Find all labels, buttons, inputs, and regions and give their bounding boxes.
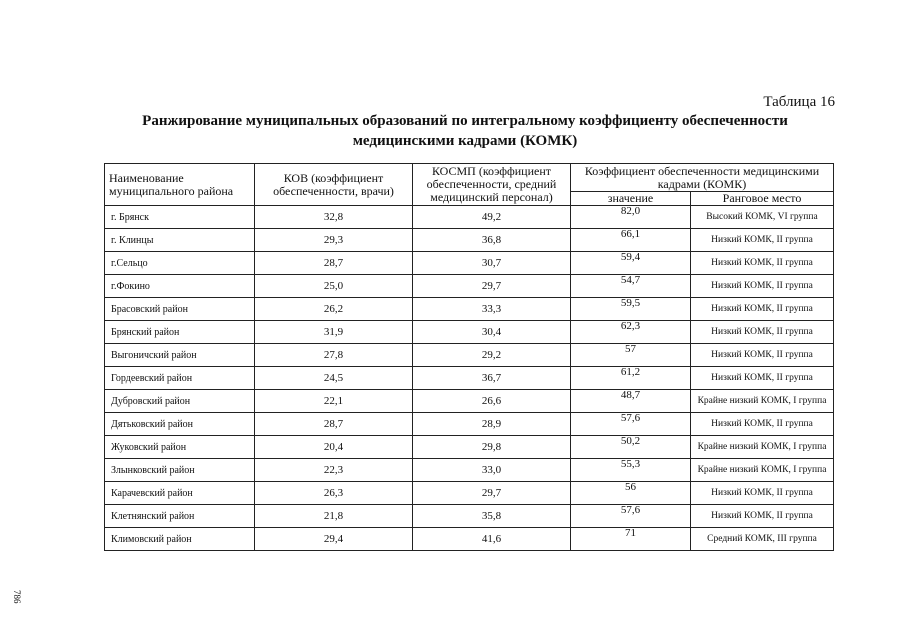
cell-rank: Крайне низкий КОМК, I группа xyxy=(691,436,834,459)
table-row xyxy=(105,482,834,505)
cell-name: Жуковский район xyxy=(105,436,255,459)
cell-kosmp: 28,9 xyxy=(413,413,571,436)
table-title: Ранжирование муниципальных образований по интегральному коэффициенту обеспеченности медицинскими кадрами (КОМК) xyxy=(142,113,788,149)
header-value: значение xyxy=(571,192,691,206)
cell-name: Злынковский район xyxy=(105,459,255,482)
table-row xyxy=(105,390,834,413)
cell-name: Карачевский район xyxy=(105,482,255,505)
cell-kosmp: 33,3 xyxy=(413,298,571,321)
cell-kov: 22,3 xyxy=(255,459,413,482)
cell-kosmp: 26,6 xyxy=(413,390,571,413)
cell-rank: Низкий КОМК, II группа xyxy=(691,482,834,505)
cell-name: г. Клинцы xyxy=(105,229,255,252)
cell-rank: Средний КОМК, III группа xyxy=(691,528,834,551)
cell-name: Гордеевский район xyxy=(105,367,255,390)
cell-kosmp: 30,4 xyxy=(413,321,571,344)
cell-value: 71 xyxy=(571,528,691,551)
cell-kov: 28,7 xyxy=(255,413,413,436)
cell-rank: Низкий КОМК, II группа xyxy=(691,413,834,436)
cell-rank: Низкий КОМК, II группа xyxy=(691,344,834,367)
cell-value: 48,7 xyxy=(571,390,691,413)
cell-value: 50,2 xyxy=(571,436,691,459)
cell-kov: 32,8 xyxy=(255,206,413,229)
cell-name: Брянский район xyxy=(105,321,255,344)
header-komk: Коэффициент обеспеченности медицинскими кадрами (КОМК) xyxy=(571,164,834,192)
cell-value: 59,4 xyxy=(571,252,691,275)
cell-name: Климовский район xyxy=(105,528,255,551)
cell-value: 55,3 xyxy=(571,459,691,482)
header-kosmp: КОСМП (коэффициент обеспеченности, средний медицинский персонал) xyxy=(413,164,571,206)
cell-rank: Высокий КОМК, VI группа xyxy=(691,206,834,229)
cell-name: г.Фокино xyxy=(105,275,255,298)
cell-name: г.Сельцо xyxy=(105,252,255,275)
cell-kov: 24,5 xyxy=(255,367,413,390)
cell-name: Дятьковский район xyxy=(105,413,255,436)
table-row xyxy=(105,528,834,551)
cell-rank: Низкий КОМК, II группа xyxy=(691,367,834,390)
cell-kosmp: 36,7 xyxy=(413,367,571,390)
cell-kosmp: 35,8 xyxy=(413,505,571,528)
cell-name: Дубровский район xyxy=(105,390,255,413)
cell-kosmp: 30,7 xyxy=(413,252,571,275)
table-row xyxy=(105,505,834,528)
cell-kov: 20,4 xyxy=(255,436,413,459)
cell-kov: 27,8 xyxy=(255,344,413,367)
cell-rank: Крайне низкий КОМК, I группа xyxy=(691,459,834,482)
cell-kov: 29,4 xyxy=(255,528,413,551)
cell-name: Клетнянский район xyxy=(105,505,255,528)
table-label: Таблица 16 xyxy=(763,94,835,110)
table-row xyxy=(105,298,834,321)
cell-name: Брасовский район xyxy=(105,298,255,321)
cell-rank: Низкий КОМК, II группа xyxy=(691,252,834,275)
cell-kov: 31,9 xyxy=(255,321,413,344)
cell-kov: 21,8 xyxy=(255,505,413,528)
cell-name: Выгоничский район xyxy=(105,344,255,367)
cell-kov: 22,1 xyxy=(255,390,413,413)
cell-rank: Низкий КОМК, II группа xyxy=(691,298,834,321)
cell-rank: Низкий КОМК, II группа xyxy=(691,229,834,252)
cell-value: 57,6 xyxy=(571,413,691,436)
table-row xyxy=(105,413,834,436)
cell-value: 61,2 xyxy=(571,367,691,390)
table-body xyxy=(105,206,834,551)
cell-kosmp: 29,2 xyxy=(413,344,571,367)
header-name: Наименование муниципального района xyxy=(105,164,255,206)
table-row xyxy=(105,321,834,344)
cell-rank: Низкий КОМК, II группа xyxy=(691,321,834,344)
table-row xyxy=(105,459,834,482)
cell-kosmp: 29,7 xyxy=(413,275,571,298)
cell-value: 59,5 xyxy=(571,298,691,321)
cell-kosmp: 41,6 xyxy=(413,528,571,551)
cell-kov: 28,7 xyxy=(255,252,413,275)
cell-kosmp: 33,0 xyxy=(413,459,571,482)
cell-value: 57,6 xyxy=(571,505,691,528)
cell-value: 66,1 xyxy=(571,229,691,252)
cell-kosmp: 36,8 xyxy=(413,229,571,252)
cell-value: 62,3 xyxy=(571,321,691,344)
ranking-table xyxy=(104,163,834,551)
cell-rank: Низкий КОМК, II группа xyxy=(691,505,834,528)
cell-value: 56 xyxy=(571,482,691,505)
cell-kov: 26,2 xyxy=(255,298,413,321)
table-row xyxy=(105,275,834,298)
table-row xyxy=(105,229,834,252)
cell-rank: Низкий КОМК, II группа xyxy=(691,275,834,298)
cell-kosmp: 29,7 xyxy=(413,482,571,505)
table-row xyxy=(105,252,834,275)
cell-value: 54,7 xyxy=(571,275,691,298)
cell-kov: 29,3 xyxy=(255,229,413,252)
page-number: 786 xyxy=(12,590,22,604)
cell-value: 82,0 xyxy=(571,206,691,229)
cell-value: 57 xyxy=(571,344,691,367)
cell-kov: 25,0 xyxy=(255,275,413,298)
table-row xyxy=(105,367,834,390)
cell-kov: 26,3 xyxy=(255,482,413,505)
cell-kosmp: 49,2 xyxy=(413,206,571,229)
cell-name: г. Брянск xyxy=(105,206,255,229)
cell-rank: Крайне низкий КОМК, I группа xyxy=(691,390,834,413)
header-kov: КОВ (коэффициент обеспеченности, врачи) xyxy=(255,164,413,206)
table-row xyxy=(105,436,834,459)
table-row xyxy=(105,206,834,229)
header-rank: Ранговое место xyxy=(691,192,834,206)
table-row xyxy=(105,344,834,367)
cell-kosmp: 29,8 xyxy=(413,436,571,459)
